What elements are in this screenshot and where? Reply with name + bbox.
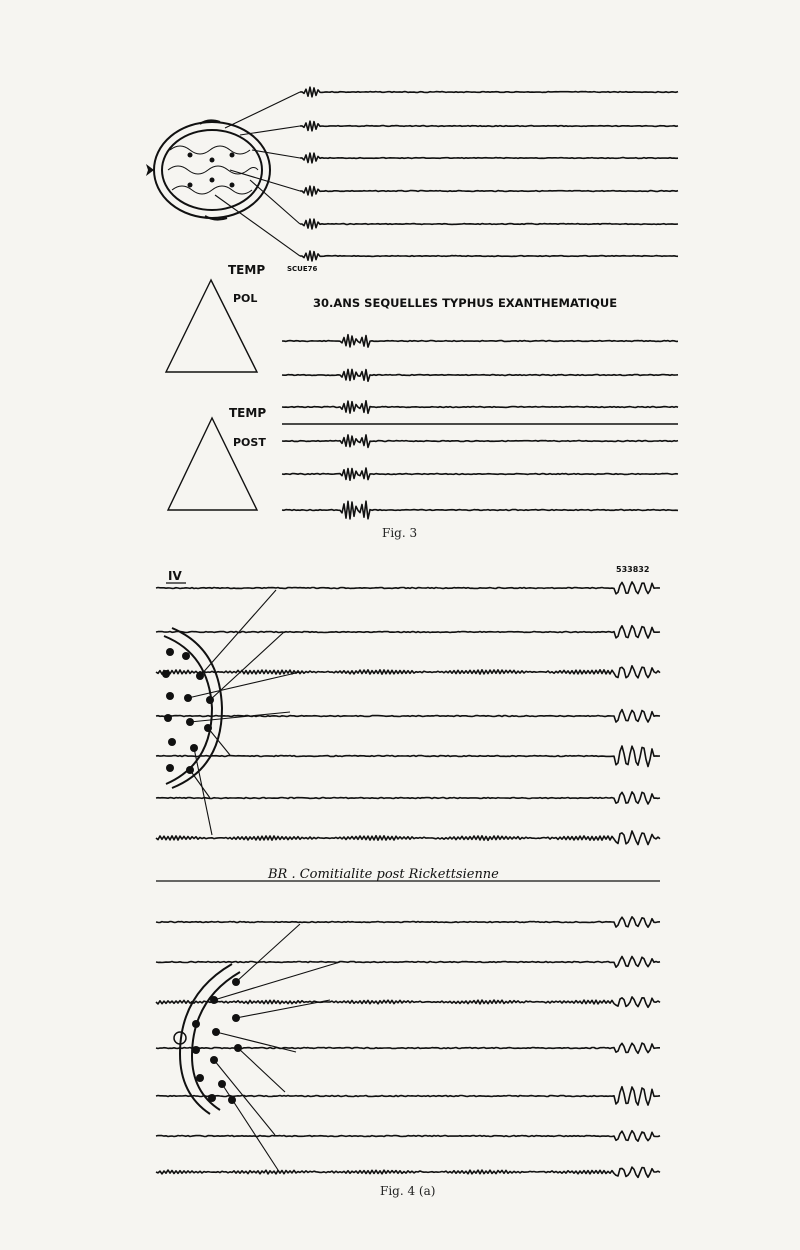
fig4-upper-trace (156, 582, 660, 594)
fig4-lower-trace (156, 997, 660, 1007)
fig4-upper-trace (156, 626, 660, 638)
fig4-upper-trace (156, 831, 660, 845)
fig4-sample-label: 533832 (616, 565, 650, 574)
fig4-patient-note: BR . Comitialite post Rickettsienne (268, 867, 499, 882)
fig3-head-diagram (146, 120, 270, 219)
fig3-electrode-leads (215, 92, 300, 256)
fig4-panel-number: IV (168, 569, 182, 583)
fig4-lower-head-profile (174, 964, 242, 1114)
fig3-top-trace (300, 153, 678, 163)
fig3-bottom-eeg-traces (282, 335, 678, 519)
fig3-top-trace (300, 219, 678, 229)
fig3-bottom-trace (282, 501, 678, 519)
fig3-subtitle: 30.ANS SEQUELLES TYPHUS EXANTHEMATIQUE (313, 296, 618, 310)
fig4-lower-trace (156, 1131, 660, 1142)
fig4-lower-trace (156, 1043, 660, 1053)
fig4-lower-eeg-traces (156, 917, 660, 1178)
fig4-upper-trace (156, 666, 660, 678)
triangle-temp-post-label-b: POST (233, 436, 266, 449)
triangle-temp-pol-label-a: TEMP (228, 263, 266, 277)
fig3-bottom-trace (282, 369, 678, 381)
fig3-triangle-temp-pol (166, 263, 265, 372)
fig4-upper-eeg-traces (156, 582, 660, 845)
fig3-top-trace (300, 121, 678, 131)
fig4-caption: Fig. 4 (a) (380, 1184, 436, 1198)
fig4-upper-trace (156, 792, 660, 804)
fig3-caption: Fig. 3 (382, 526, 418, 540)
triangle-temp-pol-label-b: POL (233, 292, 258, 305)
fig3-bottom-trace (282, 401, 678, 414)
fig3-bottom-trace (282, 435, 678, 448)
fig4-lower-trace (156, 1167, 660, 1177)
fig4-upper-head-profile (162, 628, 222, 788)
fig4-lower-trace (156, 957, 660, 968)
fig3-top-trace (300, 186, 678, 196)
fig4-upper-trace (156, 710, 660, 723)
fig3-bottom-trace (282, 335, 678, 347)
fig3-sample-label: SCUE76 (287, 265, 318, 273)
fig3-top-trace (300, 87, 678, 97)
triangle-temp-post-label-a: TEMP (229, 406, 267, 420)
fig3-triangle-temp-post (168, 406, 266, 510)
fig4-upper-trace (156, 746, 660, 767)
fig3-bottom-trace (282, 468, 678, 480)
fig3-top-eeg-traces (300, 87, 678, 261)
fig3-top-trace (300, 251, 678, 261)
fig4-lower-trace (156, 917, 660, 927)
